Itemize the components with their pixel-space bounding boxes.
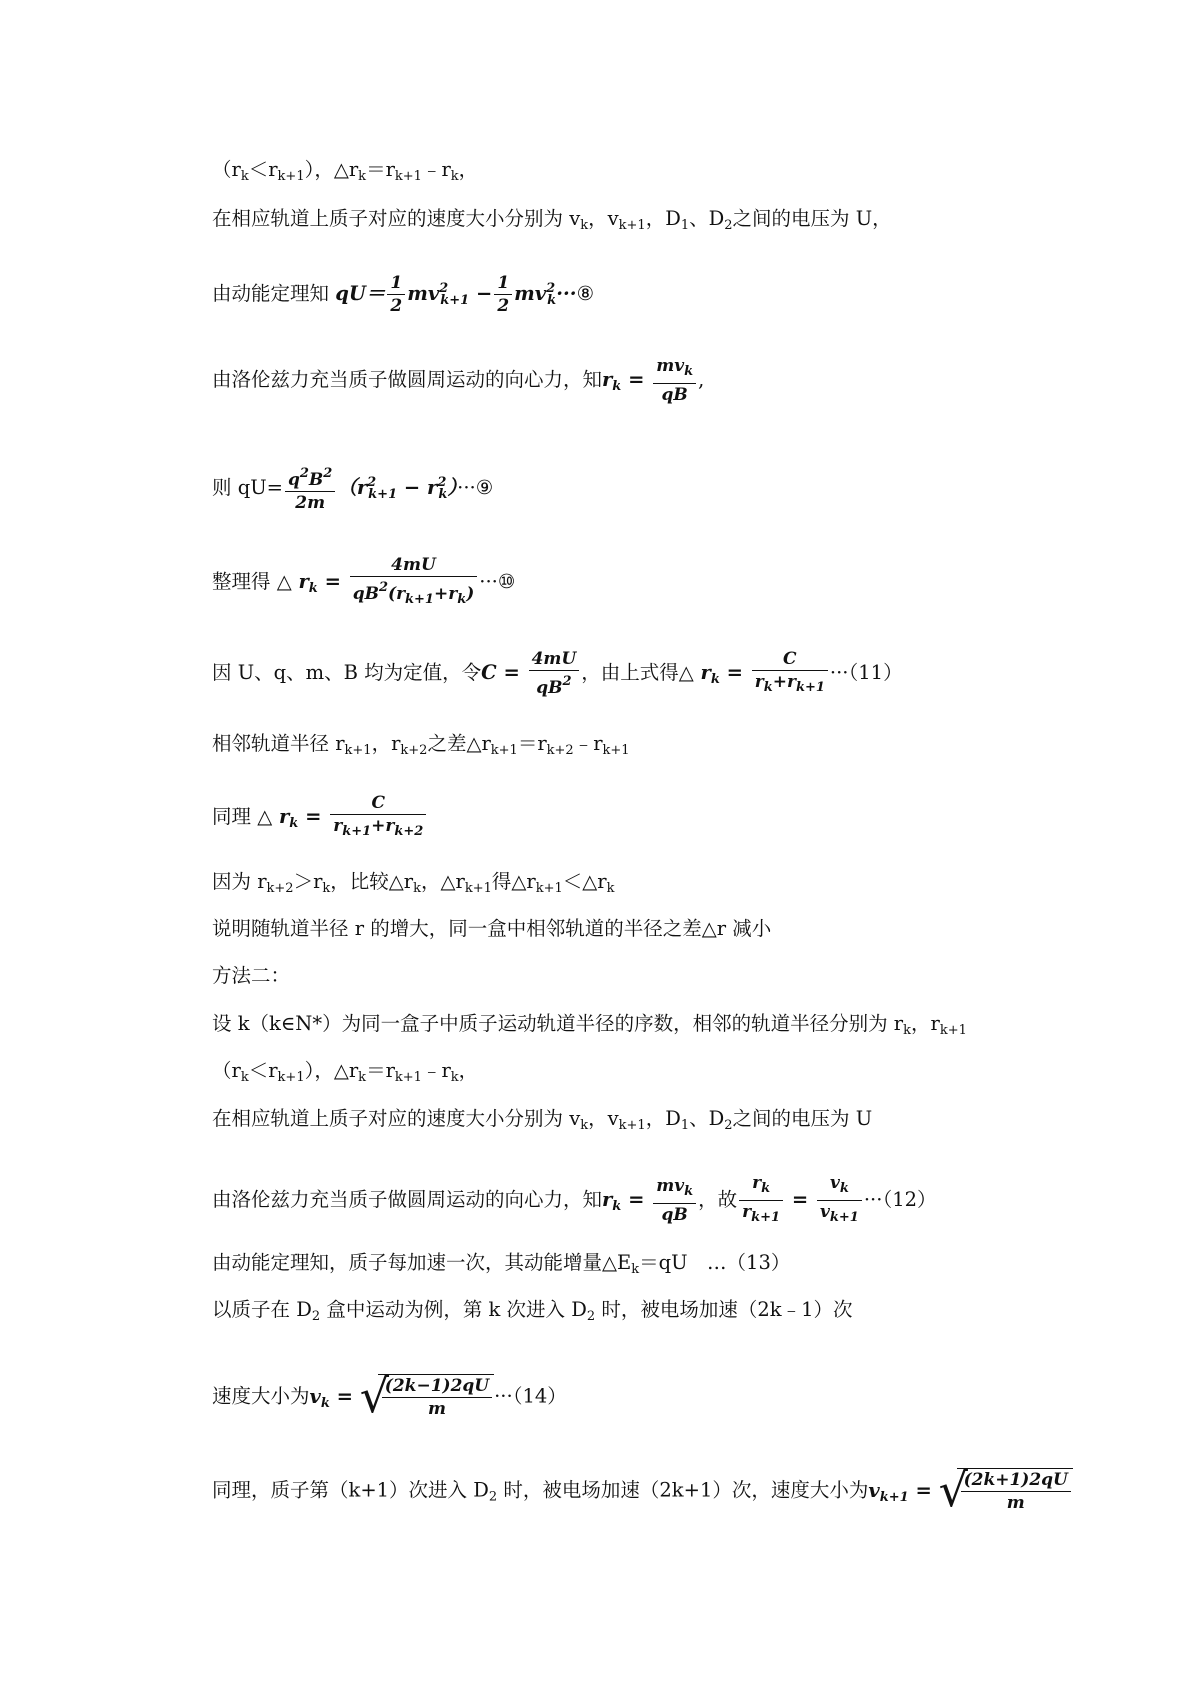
line7-mid: ，由上式得: [581, 661, 679, 684]
text-line-6: 整理得 △ $r_k$ = $\frac{4mU}{qB^2(r_{k+1}+r_k)}$ ···⑩: [212, 555, 516, 607]
formula-r-diff: $(r^2_{k+1} - r^2_k)$: [337, 475, 458, 502]
text-line-18: 以质子在 $D_2$ 盒中运动为例，第 k 次进入 $D_2$ 时，被电场加速（2k﹣1）次: [212, 1298, 853, 1324]
formula-delta-rk-same: △ $r_k$ = $\frac{C}{r_{k+1}+r_{k+2}}$: [257, 805, 428, 828]
formula-radius: $r_k$ = $\frac{mv_k}{qB}$: [602, 368, 698, 391]
text-line-11: 说明随轨道半径 r 的增大，同一盒中相邻轨道的半径之差△r 减小: [212, 917, 772, 940]
formula-delta-rk-C: △ $r_k$ = $\frac{C}{r_k+r_{k+1}}$: [679, 661, 830, 684]
marker-14: （14）: [512, 1384, 567, 1408]
line7-prefix: 因 U、q、m、B 均为定值，令: [212, 661, 482, 684]
line16-mid: ，故: [698, 1188, 738, 1211]
line5-prefix: 则: [212, 476, 232, 499]
text-line-15: 在相应轨道上质子对应的速度大小分别为 $v_k$，$v_{k+1}$，$D_1$、$D_2$之间的电压为 U: [212, 1107, 873, 1133]
marker-11: （11）: [848, 661, 903, 684]
text-line-17: 由动能定理知，质子每加速一次，其动能增量$\triangle E_k=qU$ …（13）: [212, 1251, 791, 1277]
text-line-5: 则 qU= $\frac{q^2B^2}{2m}$ （$r^2_{k+1}$ − $r^2_k)\cdot\cdot\cdot ⑨$: [212, 463, 493, 514]
formula-q2b2-over-2m: $\frac{q^2B^2}{2m}$: [285, 463, 335, 514]
text-line-2: 在相应轨道上质子对应的速度大小分别为 $v_k$，$v_{k+1}$，$D_1$、$D_2$之间的电压为 U，: [212, 207, 892, 233]
formula-energy: qU＝ $\frac{1}{2}$ $mv^2_{k+1}$ − $\frac{1}{2}$ $mv^2_k\cdot\cdot\cdot$: [335, 273, 577, 316]
text-line-3: [212, 272, 594, 317]
line9-prefix: 同理: [212, 805, 252, 828]
line3-prefix: 由动能定理知: [212, 282, 330, 305]
text-line-13: 设 k（k∈N*）为同一盒子中质子运动轨道半径的序数，相邻的轨道半径分别为 $r_k$，$r_{k+1}$: [212, 1012, 967, 1038]
formula-delta-rk: △ $r_k$ = $\frac{4mU}{qB^2(r_{k+1}+r_k)}$: [277, 570, 480, 593]
marker-8: ⑧: [576, 282, 595, 305]
line19-prefix: 速度大小为: [212, 1384, 310, 1408]
text-line-10: 因为 $r_{k+2}>r_k$，比较$\triangle r_k$，$\triangle r_{k+1}$得$\triangle r_{k+1}<\triangle r_k$: [212, 870, 615, 896]
text-line-16: 由洛伦兹力充当质子做圆周运动的向心力，知$r_k$ = $\frac{mv_k}{qB}$ ，故 $\frac{r_k}{r_{k+1}}$ = $\frac{v_k}{v_{k+1}}$ ···（12）: [212, 1173, 937, 1225]
formula-radius-2: $r_k$ = $\frac{mv_k}{qB}$: [602, 1188, 698, 1211]
line4-prefix: 由洛伦兹力充当质子做圆周运动的向心力，知: [212, 368, 603, 391]
text-line-20: 同理，质子第（k+1）次进入 $D_2$ 时，被电场加速（2k+1）次，速度大小为$v_{k+1}$ = √ $\frac{(2k+1)2qU}{m}$: [212, 1468, 1073, 1514]
marker-10: ⑩: [497, 570, 516, 593]
text-line-1: $(r_k<r_{k+1})$，$\triangle r_k=r_{k+1}﹣r_k$，: [212, 158, 479, 184]
line6-prefix: 整理得: [212, 570, 271, 593]
formula-C-def: C = $\frac{4mU}{qB^2}$: [481, 661, 581, 684]
text-line-8: 相邻轨道半径 $r_{k+1}$，$r_{k+2}$之差$\triangle r_{k+1}=r_{k+2}﹣r_{k+1}$: [212, 732, 630, 758]
text-line-4: 由洛伦兹力充当质子做圆周运动的向心力，知$r_k$ = $\frac{mv_k}{qB}$ ,: [212, 356, 705, 405]
marker-12: （12）: [882, 1188, 937, 1211]
formula-vk1-sqrt: $v_{k+1}$ = √ $\frac{(2k+1)2qU}{m}$: [868, 1479, 1073, 1502]
text-line-9: [212, 792, 428, 843]
text-line-14: $(r_k<r_{k+1})$，$\triangle r_k=r_{k+1}﹣r_k$，: [212, 1059, 479, 1085]
formula-vk-sqrt: $v_k$ = √ $\frac{(2k-1)2qU}{m}$: [310, 1385, 495, 1408]
line16-prefix: 由洛伦兹力充当质子做圆周运动的向心力，知: [212, 1188, 603, 1211]
formula-ratio: $\frac{r_k}{r_{k+1}}$ = $\frac{v_k}{v_{k+1}}$: [737, 1188, 864, 1211]
text-line-7: 因 U、q、m、B 均为定值，令C = $\frac{4mU}{qB^2}$ ，由上式得△ $r_k$ = $\frac{C}{r_k+r_{k+1}}$ ···（11）: [212, 649, 903, 698]
marker-9: ⑨: [475, 476, 494, 499]
text-line-12: 方法二：: [212, 964, 291, 987]
text-line-19: 速度大小为$v_k$ = √ $\frac{(2k-1)2qU}{m}$ ···（14）: [212, 1369, 567, 1423]
